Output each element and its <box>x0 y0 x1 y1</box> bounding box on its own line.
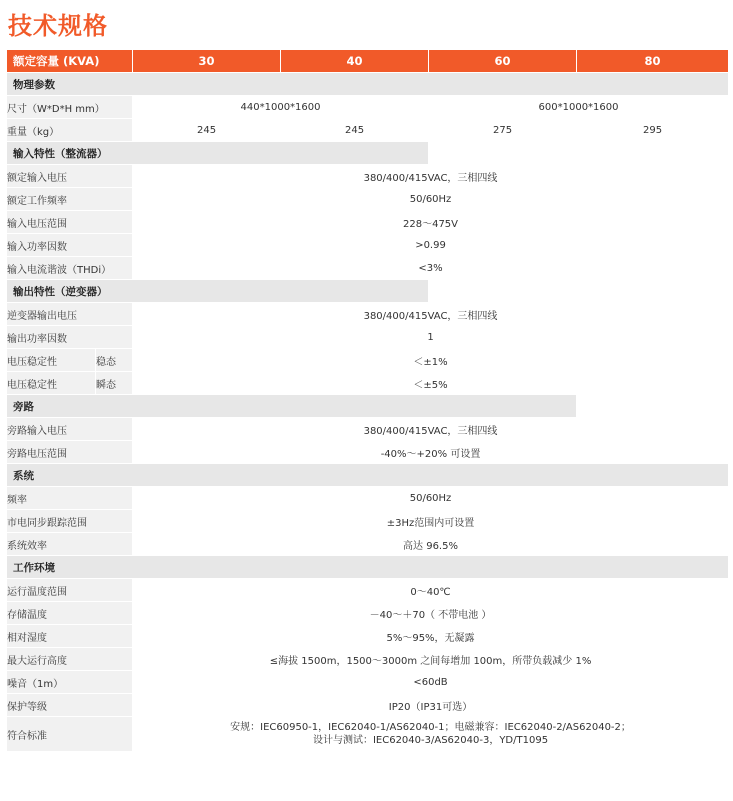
header-col-80: 80 <box>577 50 729 73</box>
section-blank <box>429 142 729 165</box>
section-bypass: 旁路 <box>7 395 577 418</box>
row-value: ≤海拔 1500m，1500～3000m 之间每增加 100m，所带负载减少 1% <box>133 648 729 671</box>
table-row <box>7 211 729 234</box>
table-row <box>7 717 729 752</box>
header-col-40: 40 <box>281 50 429 73</box>
row-value: 5%～95%，无凝露 <box>133 625 729 648</box>
row-value: ＜±1% <box>133 349 729 372</box>
row-label: 输出功率因数 <box>7 326 133 349</box>
table-row <box>7 326 729 349</box>
table-row <box>7 372 729 395</box>
standards-line-1: 安规：IEC60950-1，IEC62040-1/AS62040-1；电磁兼容：IEC62040-2/AS62040-2； <box>230 722 631 733</box>
row-label: 运行温度范围 <box>7 579 133 602</box>
section-physical: 物理参数 <box>7 73 729 96</box>
table-row <box>7 303 729 326</box>
row-label: 额定输入电压 <box>7 165 133 188</box>
row-value: IP20（IP31可选） <box>133 694 729 717</box>
table-row <box>7 441 729 464</box>
section-blank <box>577 395 729 418</box>
section-blank <box>429 280 729 303</box>
table-row <box>7 96 729 119</box>
section-row <box>7 73 729 96</box>
row-label: 输入功率因数 <box>7 234 133 257</box>
row-value: 440*1000*1600 <box>133 96 429 119</box>
section-row <box>7 556 729 579</box>
table-row <box>7 257 729 280</box>
section-row <box>7 395 729 418</box>
row-label: 旁路输入电压 <box>7 418 133 441</box>
row-value: -40%～+20% 可设置 <box>133 441 729 464</box>
row-label: 输入电压范围 <box>7 211 133 234</box>
row-label: 电压稳定性 <box>7 349 96 372</box>
row-label: 额定工作频率 <box>7 188 133 211</box>
row-value: 高达 96.5% <box>133 533 729 556</box>
row-label: 噪音（1m） <box>7 671 133 694</box>
row-value: 245 <box>281 119 429 142</box>
row-label: 输入电流谐波（THDi） <box>7 257 133 280</box>
table-row <box>7 671 729 694</box>
row-value: 275 <box>429 119 577 142</box>
row-value: 0～40℃ <box>133 579 729 602</box>
table-row <box>7 648 729 671</box>
section-row <box>7 464 729 487</box>
table-row <box>7 625 729 648</box>
section-row <box>7 280 729 303</box>
header-label: 额定容量 (KVA) <box>7 50 133 73</box>
row-value: >0.99 <box>133 234 729 257</box>
section-row <box>7 142 729 165</box>
row-value: 380/400/415VAC，三相四线 <box>133 303 729 326</box>
row-value: ±3Hz范围内可设置 <box>133 510 729 533</box>
table-row <box>7 188 729 211</box>
table-header <box>7 50 729 73</box>
row-label: 最大运行高度 <box>7 648 133 671</box>
row-label: 系统效率 <box>7 533 133 556</box>
header-col-60: 60 <box>429 50 577 73</box>
row-value: 1 <box>133 326 729 349</box>
section-env: 工作环境 <box>7 556 729 579</box>
row-label: 旁路电压范围 <box>7 441 133 464</box>
row-label: 符合标准 <box>7 717 133 752</box>
row-value: 380/400/415VAC，三相四线 <box>133 418 729 441</box>
row-label: 保护等级 <box>7 694 133 717</box>
row-label: 相对湿度 <box>7 625 133 648</box>
spec-table <box>6 49 729 752</box>
section-input: 输入特性（整流器） <box>7 142 429 165</box>
table-row <box>7 579 729 602</box>
row-sublabel: 瞬态 <box>96 372 133 395</box>
row-value: 600*1000*1600 <box>429 96 729 119</box>
header-col-30: 30 <box>133 50 281 73</box>
row-label: 重量（kg） <box>7 119 133 142</box>
row-label: 逆变器输出电压 <box>7 303 133 326</box>
row-sublabel: 稳态 <box>96 349 133 372</box>
row-value <box>133 717 729 752</box>
table-row <box>7 119 729 142</box>
table-row <box>7 533 729 556</box>
table-row <box>7 602 729 625</box>
row-label: 尺寸（W*D*H mm） <box>7 96 133 119</box>
row-value: 50/60Hz <box>133 487 729 510</box>
row-value: 50/60Hz <box>133 188 729 211</box>
page-title: 技术规格 <box>8 12 108 40</box>
row-value: －40～＋70（ 不带电池 ） <box>133 602 729 625</box>
row-value: ＜±5% <box>133 372 729 395</box>
row-value: 380/400/415VAC，三相四线 <box>133 165 729 188</box>
row-label: 市电同步跟踪范围 <box>7 510 133 533</box>
table-row <box>7 349 729 372</box>
table-row <box>7 234 729 257</box>
table-row <box>7 510 729 533</box>
section-system: 系统 <box>7 464 729 487</box>
row-value: 295 <box>577 119 729 142</box>
row-label: 电压稳定性 <box>7 372 96 395</box>
row-value: <60dB <box>133 671 729 694</box>
standards-line-2: 设计与测试：IEC62040-3/AS62040-3，YD/T1095 <box>312 735 549 746</box>
row-label: 存储温度 <box>7 602 133 625</box>
row-value: 245 <box>133 119 281 142</box>
table-row <box>7 487 729 510</box>
row-value: <3% <box>133 257 729 280</box>
table-row <box>7 165 729 188</box>
row-value: 228～475V <box>133 211 729 234</box>
section-output: 输出特性（逆变器） <box>7 280 429 303</box>
table-row <box>7 694 729 717</box>
table-row <box>7 418 729 441</box>
row-label: 频率 <box>7 487 133 510</box>
